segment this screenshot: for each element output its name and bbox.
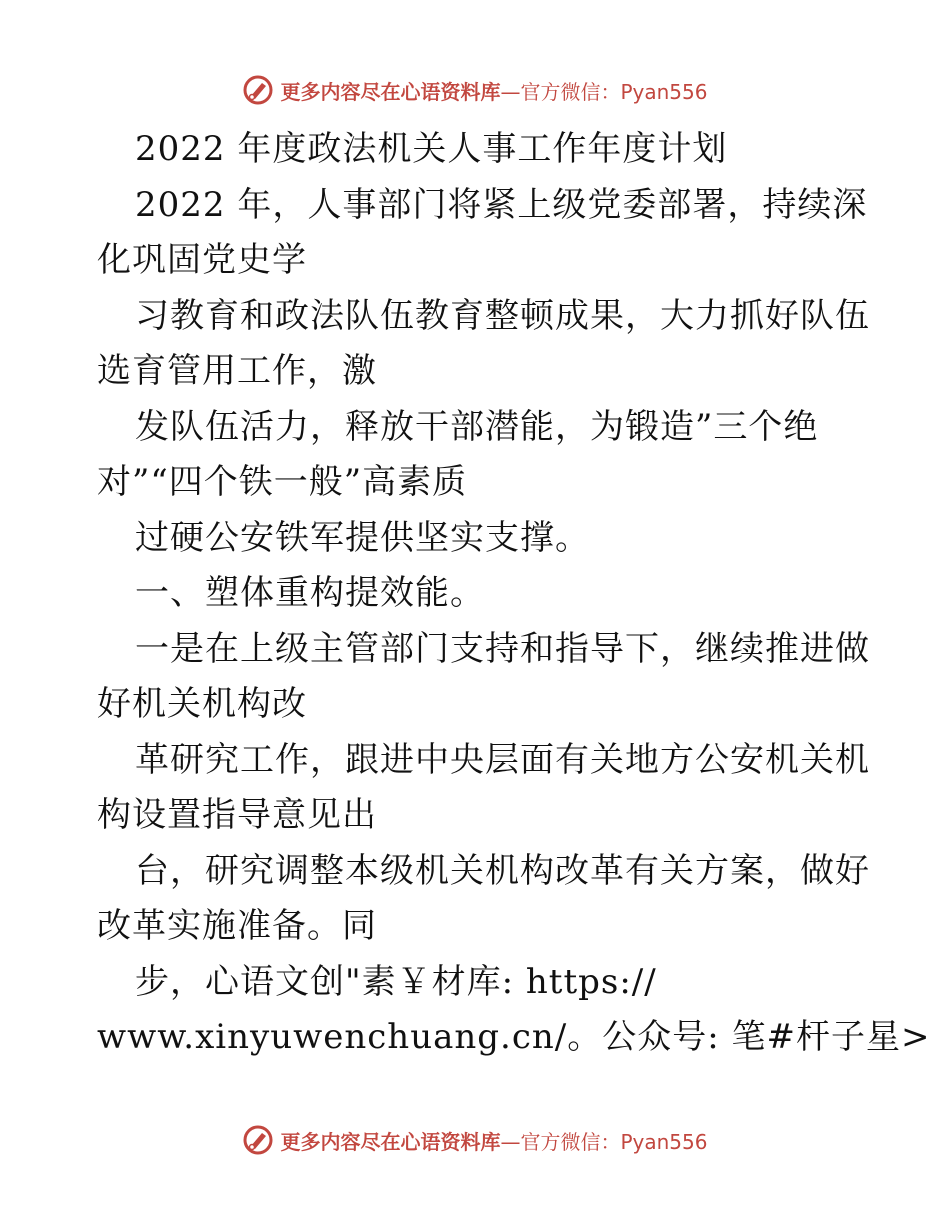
banner-text: [280, 1126, 707, 1155]
document-line: 发队伍活力，释放干部潜能，为锻造”三个绝: [135, 406, 819, 447]
document-line: 化巩固党史学: [97, 240, 307, 280]
document-line: 台，研究调整本级机关机构改革有关方案，做好: [135, 850, 870, 891]
banner-title: 更多内容尽在心语资料库: [280, 79, 501, 104]
pen-seal-icon: [242, 74, 274, 106]
document-line: 构设置指导意见出: [97, 795, 377, 835]
document-line: 步，心语文创"素￥材库: https://: [135, 961, 657, 1002]
header-banner: [0, 70, 950, 110]
document-line: 一、塑体重构提效能。: [135, 573, 485, 613]
document-body: [97, 122, 931, 1066]
footer-banner: [0, 1120, 950, 1160]
banner-content: [242, 74, 707, 106]
document-line: 选育管用工作，激: [97, 351, 377, 391]
document-line: www.xinyuwenchuang.cn/。公众号: 笔#杆子星>: [97, 1017, 931, 1057]
banner-separator: —: [500, 1129, 521, 1154]
document-line: 对”“四个铁一般”高素质: [97, 462, 468, 502]
document-line: 习教育和政法队伍教育整顿成果，大力抓好队伍: [135, 295, 870, 336]
document-line: 2022 年度政法机关人事工作年度计划: [135, 129, 728, 169]
document-line: 改革实施准备。同: [97, 906, 377, 946]
document-line: 2022 年，人事部门将紧上级党委部署，持续深: [135, 184, 868, 225]
document-line: 过硬公安铁军提供坚实支撑。: [135, 517, 590, 558]
banner-content: [242, 1124, 707, 1156]
banner-text: [280, 76, 707, 105]
document-line: 一是在上级主管部门支持和指导下，继续推进做: [135, 628, 870, 669]
document-line: 好机关机构改: [97, 684, 307, 724]
banner-separator: —: [500, 79, 521, 104]
banner-wechat: 官方微信：Pyan556: [520, 79, 708, 104]
banner-title: 更多内容尽在心语资料库: [280, 1129, 501, 1154]
banner-wechat: 官方微信：Pyan556: [520, 1129, 708, 1154]
pen-seal-icon: [242, 1124, 274, 1156]
document-line: 革研究工作，跟进中央层面有关地方公安机关机: [135, 739, 870, 780]
